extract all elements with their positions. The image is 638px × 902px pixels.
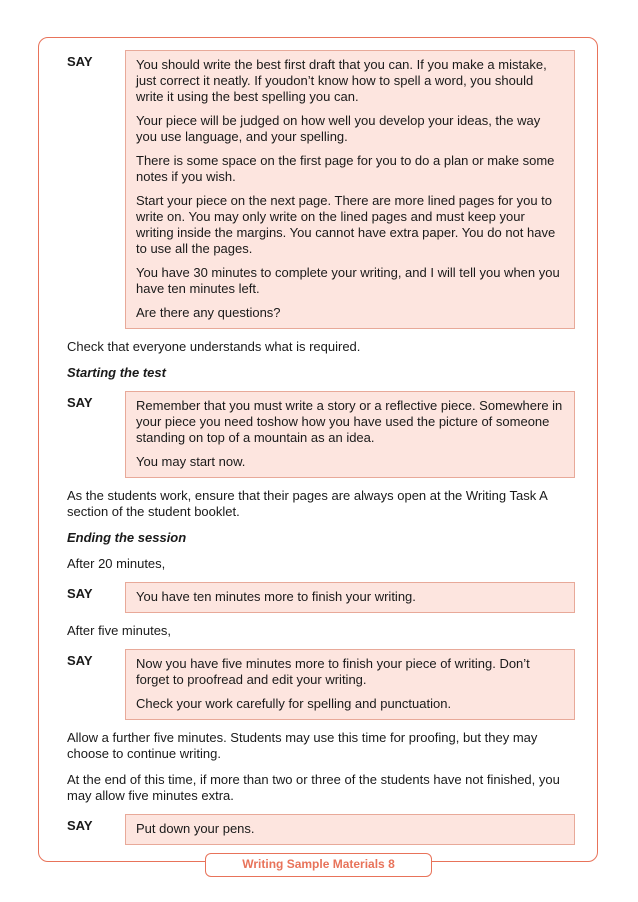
say-paragraph: Remember that you must write a story or a reflective piece. Somewhere in your piece you need toshow how you have used the picture of someone standing on top of a mountain as an idea. (136, 398, 563, 445)
say-paragraph: Your piece will be judged on how well you develop your ideas, the way you use language, and your spelling. (136, 113, 541, 144)
say-paragraph: Start your piece on the next page. There are more lined pages for you to write on. You may only write on the lined pages and must keep your writing inside the margins. You cannot have extra paper. You do not have to use all the pages. (136, 193, 556, 256)
say-label: SAY (67, 653, 93, 668)
footer-text: Writing Sample Materials 8 (242, 857, 395, 871)
say-instruction (67, 391, 575, 478)
instruction-text: At the end of this time, if more than two or three of the students have not finished, you may allow five minutes extra. (67, 772, 560, 803)
say-label: SAY (67, 586, 93, 601)
say-paragraph: Now you have five minutes more to finish your piece of writing. Don’t forget to proofread and edit your writing. (136, 656, 530, 687)
instruction-text: Check that everyone understands what is required. (67, 339, 361, 354)
say-label: SAY (67, 54, 93, 69)
say-box (125, 649, 575, 720)
say-label: SAY (67, 395, 93, 410)
say-instruction (67, 582, 575, 613)
say-paragraph: You have 30 minutes to complete your writing, and I will tell you when you have ten minutes left. (136, 265, 560, 296)
say-box (125, 814, 575, 845)
say-instruction (67, 649, 575, 720)
say-paragraph: Are there any questions? (136, 305, 281, 320)
say-paragraph: Put down your pens. (136, 821, 255, 836)
say-paragraph: You have ten minutes more to finish your writing. (136, 589, 416, 604)
page-content (67, 50, 575, 855)
instruction-text: After 20 minutes, (67, 556, 166, 571)
say-instruction (67, 50, 575, 329)
section-heading: Ending the session (67, 530, 187, 545)
say-paragraph: You should write the best first draft that you can. If you make a mistake, just correct it neatly. If youdon’t know how to spell a word, you should write it using the best spelling you can. (136, 57, 547, 104)
say-instruction (67, 814, 575, 845)
say-paragraph: There is some space on the first page for you to do a plan or make some notes if you wish. (136, 153, 555, 184)
say-paragraph: Check your work carefully for spelling and punctuation. (136, 696, 452, 711)
say-label: SAY (67, 818, 93, 833)
instruction-text: Allow a further five minutes. Students may use this time for proofing, but they may choose to continue writing. (67, 730, 538, 761)
section-heading: Starting the test (67, 365, 166, 380)
say-box (125, 582, 575, 613)
say-box (125, 50, 575, 329)
instruction-text: After five minutes, (67, 623, 172, 638)
say-box (125, 391, 575, 478)
say-paragraph: You may start now. (136, 454, 246, 469)
footer-tab (205, 853, 432, 877)
instruction-text: As the students work, ensure that their pages are always open at the Writing Task A section of the student booklet. (67, 488, 548, 519)
